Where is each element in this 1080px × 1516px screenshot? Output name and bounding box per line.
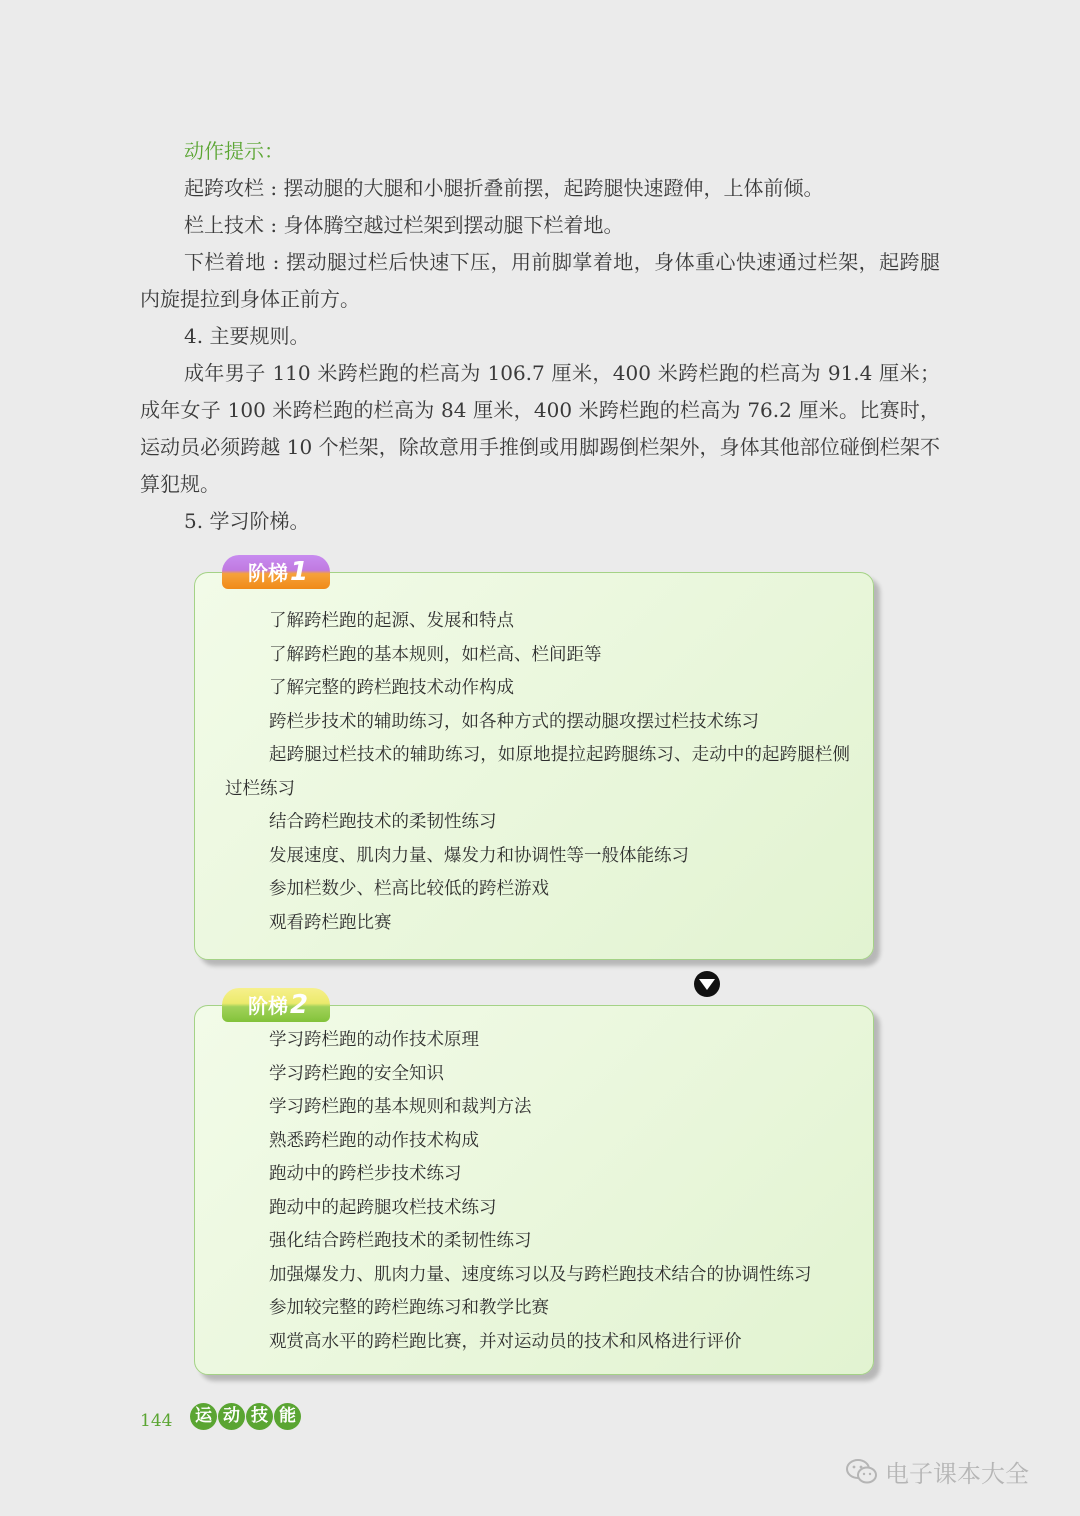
watermark bbox=[845, 1454, 1029, 1489]
logo-char: 技 bbox=[246, 1403, 273, 1430]
list-item: 熟悉跨栏跑的动作技术构成 bbox=[269, 1130, 479, 1151]
hint-title: 动作提示： bbox=[184, 139, 284, 163]
ladder-1-tab-label: 阶梯 bbox=[248, 561, 288, 585]
page-number: 144 bbox=[140, 1411, 173, 1431]
ladder-1-tab bbox=[222, 555, 330, 589]
list-item: 观赏高水平的跨栏跑比赛，并对运动员的技术和风格进行评价 bbox=[269, 1331, 742, 1352]
watermark-text: 电子课本大全 bbox=[885, 1460, 1029, 1488]
ladder-1-list bbox=[225, 605, 850, 940]
hint-over-hurdle: 栏上技术 : 身体腾空越过栏架到摆动腿下栏着地。 bbox=[184, 213, 624, 237]
ladder-1-box bbox=[194, 572, 874, 960]
hint-takeoff: 起跨攻栏 : 摆动腿的大腿和小腿折叠前摆，起跨腿快速蹬伸，上体前倾。 bbox=[184, 176, 824, 200]
rules-heading: 4. 主要规则。 bbox=[184, 324, 310, 348]
hint-landing: 下栏着地 : 摆动腿过栏后快速下压，用前脚掌着地，身体重心快速通过栏架，起跨腿内旋提拉到身体正前方。 bbox=[140, 250, 940, 311]
rules-body: 成年男子 110 米跨栏跑的栏高为 106.7 厘米，400 米跨栏跑的栏高为 91.4 厘米；成年女子 100 米跨栏跑的栏高为 84 厘米，400 米跨栏跑的栏高为 76.2 厘米。比赛时，运动员必须跨越 10 个栏架，除故意用手推倒或用脚踢倒栏架外，身体其他部位碰倒栏架不算犯规。 bbox=[140, 361, 940, 496]
list-item: 了解跨栏跑的基本规则，如栏高、栏间距等 bbox=[269, 644, 602, 665]
list-item: 跑动中的起跨腿攻栏技术练习 bbox=[269, 1197, 497, 1218]
list-item: 了解完整的跨栏跑技术动作构成 bbox=[269, 678, 514, 698]
list-item: 了解跨栏跑的起源、发展和特点 bbox=[269, 611, 514, 631]
ladder-2-box bbox=[194, 1005, 874, 1375]
list-item: 发展速度、肌肉力量、爆发力和协调性等一般体能练习 bbox=[269, 845, 689, 866]
list-item: 学习跨栏跑的安全知识 bbox=[269, 1063, 444, 1084]
list-item: 跑动中的跨栏步技术练习 bbox=[269, 1164, 462, 1184]
ladder-2-tab-label: 阶梯 bbox=[248, 994, 288, 1018]
list-item: 起跨腿过栏技术的辅助练习，如原地提拉起跨腿练习、走动中的起跨腿栏侧过栏练习 bbox=[225, 745, 850, 799]
list-item: 强化结合跨栏跑技术的柔韧性练习 bbox=[269, 1231, 532, 1251]
ladder-2-tab-number: 2 bbox=[290, 990, 309, 1020]
logo-char: 运 bbox=[190, 1403, 217, 1430]
list-item: 学习跨栏跑的动作技术原理 bbox=[269, 1030, 479, 1050]
ladder-2-tab bbox=[222, 988, 330, 1022]
wechat-icon bbox=[845, 1458, 879, 1486]
list-item: 参加较完整的跨栏跑练习和教学比赛 bbox=[269, 1298, 549, 1318]
logo-char: 能 bbox=[274, 1403, 301, 1430]
section-logo bbox=[190, 1403, 301, 1430]
list-item: 跨栏步技术的辅助练习，如各种方式的摆动腿攻摆过栏技术练习 bbox=[269, 711, 759, 732]
ladder-2-list bbox=[225, 1024, 850, 1359]
ladder-heading: 5. 学习阶梯。 bbox=[184, 509, 310, 533]
list-item: 学习跨栏跑的基本规则和裁判方法 bbox=[269, 1097, 532, 1117]
list-item: 参加栏数少、栏高比较低的跨栏游戏 bbox=[269, 879, 549, 899]
logo-char: 动 bbox=[218, 1403, 245, 1430]
list-item: 结合跨栏跑技术的柔韧性练习 bbox=[269, 812, 497, 832]
list-item: 观看跨栏跑比赛 bbox=[269, 912, 392, 933]
ladder-1-tab-number: 1 bbox=[290, 557, 309, 587]
list-item: 加强爆发力、肌肉力量、速度练习以及与跨栏跑技术结合的协调性练习 bbox=[269, 1264, 812, 1285]
arrow-down-icon bbox=[693, 970, 721, 998]
